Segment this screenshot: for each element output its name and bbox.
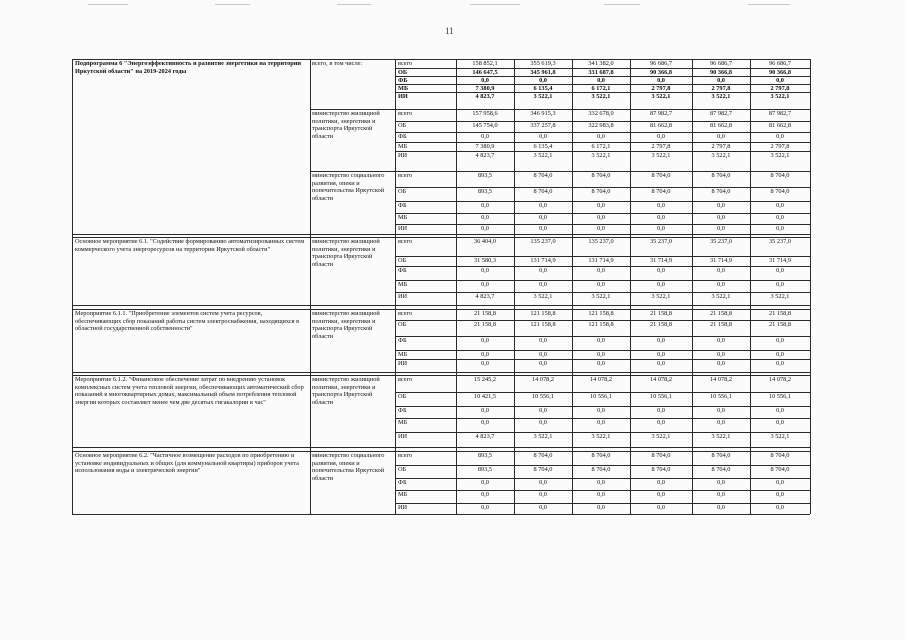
table-rule bbox=[72, 234, 810, 235]
page-number: 11 bbox=[445, 26, 454, 36]
amount-cell: 8 704,0 bbox=[770, 452, 790, 459]
amount-cell: 3 522,1 bbox=[591, 293, 611, 300]
amount-cell: 0,0 bbox=[657, 351, 665, 358]
row-description: Основное мероприятие 6.1. "Содействие формированию автоматизированных систем коммерческого учета энергоресурсов на территории Иркутской области" bbox=[75, 238, 305, 253]
amount-cell: 35 237,0 bbox=[709, 238, 733, 245]
amount-cell: 3 522,1 bbox=[770, 293, 790, 300]
amount-cell: 10 421,5 bbox=[473, 393, 497, 400]
amount-cell: 337 257,8 bbox=[530, 122, 556, 129]
amount-cell: 0,0 bbox=[776, 491, 784, 498]
amount-cell: 21 158,8 bbox=[709, 321, 733, 328]
amount-cell: 0,0 bbox=[539, 214, 547, 221]
fund-code: ФБ bbox=[398, 77, 408, 84]
fund-code: ОБ bbox=[398, 393, 407, 400]
amount-cell: 2 797,8 bbox=[711, 85, 731, 92]
amount-cell: 7 380,9 bbox=[475, 143, 495, 150]
amount-cell: 0,0 bbox=[481, 202, 489, 209]
amount-cell: 87 982,7 bbox=[649, 110, 673, 117]
amount-cell: 0,0 bbox=[657, 337, 665, 344]
amount-cell: 0,0 bbox=[597, 77, 605, 84]
amount-cell: 893,5 bbox=[477, 172, 493, 179]
amount-cell: 8 704,0 bbox=[770, 466, 790, 473]
amount-cell: 35 237,0 bbox=[649, 238, 673, 245]
fund-code: ИИ bbox=[398, 293, 408, 300]
amount-cell: 0,0 bbox=[717, 504, 725, 511]
fund-code: МБ bbox=[398, 85, 409, 92]
amount-cell: 6 172,1 bbox=[591, 143, 611, 150]
amount-cell: 31 714,9 bbox=[709, 257, 733, 264]
amount-cell: 345 961,8 bbox=[530, 69, 556, 76]
amount-cell: 21 158,8 bbox=[768, 310, 792, 317]
amount-cell: 81 662,8 bbox=[768, 122, 792, 129]
amount-cell: 0,0 bbox=[481, 479, 489, 486]
fund-code: всего bbox=[398, 238, 413, 245]
amount-cell: 8 704,0 bbox=[711, 452, 731, 459]
fund-code: ФБ bbox=[398, 479, 407, 486]
amount-cell: 8 704,0 bbox=[591, 188, 611, 195]
amount-cell: 3 522,1 bbox=[770, 433, 790, 440]
amount-cell: 21 158,8 bbox=[473, 321, 497, 328]
amount-cell: 0,0 bbox=[776, 360, 784, 367]
amount-cell: 0,0 bbox=[717, 281, 725, 288]
amount-cell: 10 556,1 bbox=[531, 393, 555, 400]
amount-cell: 2 797,8 bbox=[651, 85, 671, 92]
amount-cell: 3 522,1 bbox=[651, 93, 671, 100]
amount-cell: 0,0 bbox=[776, 407, 784, 414]
amount-cell: 0,0 bbox=[717, 267, 725, 274]
amount-cell: 10 556,1 bbox=[768, 393, 792, 400]
amount-cell: 0,0 bbox=[776, 281, 784, 288]
table-rule bbox=[72, 372, 810, 373]
amount-cell: 8 704,0 bbox=[711, 466, 731, 473]
amount-cell: 0,0 bbox=[481, 281, 489, 288]
amount-cell: 0,0 bbox=[481, 214, 489, 221]
row-description: Основное мероприятие 6.2. "Частичное возмещение расходов по приобретению и установке индивидуальных и общих (для коммунальной квартиры) приборов учета использования воды и электрической энергии" bbox=[75, 452, 299, 475]
amount-cell: 6 135,4 bbox=[533, 143, 553, 150]
amount-cell: 0,0 bbox=[657, 479, 665, 486]
amount-cell: 0,0 bbox=[776, 214, 784, 221]
amount-cell: 0,0 bbox=[597, 491, 605, 498]
fund-code: ИИ bbox=[398, 433, 408, 440]
amount-cell: 21 158,8 bbox=[649, 321, 673, 328]
amount-cell: 96 686,7 bbox=[768, 60, 792, 67]
amount-cell: 2 797,8 bbox=[651, 143, 671, 150]
executor-name: министерство социального развития, опеки и попечительства Иркутской области bbox=[312, 452, 385, 482]
amount-cell: 0,0 bbox=[597, 407, 605, 414]
amount-cell: 0,0 bbox=[597, 281, 605, 288]
amount-cell: 90 366,8 bbox=[768, 69, 792, 76]
amount-cell: 10 556,1 bbox=[649, 393, 673, 400]
table-rule bbox=[630, 59, 631, 514]
fund-code: ОБ bbox=[398, 466, 407, 473]
amount-cell: 3 522,1 bbox=[533, 152, 553, 159]
amount-cell: 8 704,0 bbox=[591, 172, 611, 179]
amount-cell: 3 522,1 bbox=[591, 433, 611, 440]
amount-cell: 8 704,0 bbox=[770, 172, 790, 179]
amount-cell: 10 556,1 bbox=[589, 393, 613, 400]
amount-cell: 87 982,7 bbox=[709, 110, 733, 117]
scan-artifact bbox=[215, 4, 250, 5]
table-rule bbox=[72, 305, 810, 306]
amount-cell: 0,0 bbox=[481, 407, 489, 414]
amount-cell: 8 704,0 bbox=[533, 172, 553, 179]
amount-cell: 3 522,1 bbox=[770, 152, 790, 159]
amount-cell: 2 797,8 bbox=[770, 85, 790, 92]
fund-code: ИИ bbox=[398, 93, 408, 100]
amount-cell: 131 714,9 bbox=[588, 257, 614, 264]
amount-cell: 0,0 bbox=[539, 133, 547, 140]
amount-cell: 0,0 bbox=[717, 419, 725, 426]
amount-cell: 7 380,9 bbox=[475, 85, 495, 92]
amount-cell: 0,0 bbox=[597, 360, 605, 367]
row-description: Подпрограмма 6 "Энергоэффективность и развитие энергетики на территории Иркутской области" на 2019-2024 годы bbox=[75, 60, 302, 75]
table-rule bbox=[572, 59, 573, 514]
amount-cell: 3 522,1 bbox=[770, 93, 790, 100]
amount-cell: 0,0 bbox=[539, 407, 547, 414]
amount-cell: 355 619,3 bbox=[530, 60, 556, 67]
amount-cell: 8 704,0 bbox=[770, 188, 790, 195]
amount-cell: 31 714,9 bbox=[649, 257, 673, 264]
amount-cell: 0,0 bbox=[539, 77, 547, 84]
amount-cell: 0,0 bbox=[657, 407, 665, 414]
amount-cell: 3 522,1 bbox=[711, 152, 731, 159]
fund-code: всего bbox=[398, 452, 413, 459]
amount-cell: 0,0 bbox=[481, 419, 489, 426]
amount-cell: 10 556,1 bbox=[709, 393, 733, 400]
amount-cell: 121 158,8 bbox=[530, 321, 556, 328]
amount-cell: 0,0 bbox=[597, 202, 605, 209]
amount-cell: 6 172,1 bbox=[591, 85, 611, 92]
amount-cell: 331 687,8 bbox=[588, 69, 614, 76]
scan-artifact bbox=[604, 4, 640, 5]
amount-cell: 0,0 bbox=[539, 225, 547, 232]
amount-cell: 0,0 bbox=[539, 337, 547, 344]
amount-cell: 3 522,1 bbox=[533, 293, 553, 300]
amount-cell: 0,0 bbox=[539, 504, 547, 511]
amount-cell: 0,0 bbox=[717, 407, 725, 414]
amount-cell: 0,0 bbox=[657, 202, 665, 209]
amount-cell: 8 704,0 bbox=[651, 452, 671, 459]
amount-cell: 158 852,1 bbox=[472, 60, 498, 67]
table-rule bbox=[395, 59, 396, 514]
amount-cell: 3 522,1 bbox=[651, 152, 671, 159]
fund-code: ОБ bbox=[398, 321, 407, 328]
amount-cell: 81 662,8 bbox=[649, 122, 673, 129]
amount-cell: 0,0 bbox=[717, 77, 725, 84]
amount-cell: 90 366,8 bbox=[709, 69, 733, 76]
amount-cell: 0,0 bbox=[776, 337, 784, 344]
executor-name: министерство жилищной политики, энергетики и транспорта Иркутской области bbox=[312, 110, 380, 140]
fund-code: МБ bbox=[398, 143, 408, 150]
amount-cell: 0,0 bbox=[776, 225, 784, 232]
amount-cell: 0,0 bbox=[597, 419, 605, 426]
scan-artifact bbox=[470, 4, 520, 5]
amount-cell: 0,0 bbox=[597, 133, 605, 140]
executor-name: министерство жилищной политики, энергетики и транспорта Иркутской области bbox=[312, 310, 380, 340]
amount-cell: 2 797,8 bbox=[770, 143, 790, 150]
amount-cell: 0,0 bbox=[539, 351, 547, 358]
fund-code: ОБ bbox=[398, 122, 407, 129]
scan-artifact bbox=[337, 4, 371, 5]
amount-cell: 145 754,0 bbox=[472, 122, 498, 129]
amount-cell: 0,0 bbox=[776, 133, 784, 140]
amount-cell: 0,0 bbox=[717, 479, 725, 486]
fund-code: ИИ bbox=[398, 152, 408, 159]
amount-cell: 131 714,9 bbox=[530, 257, 556, 264]
amount-cell: 21 158,8 bbox=[473, 310, 497, 317]
amount-cell: 0,0 bbox=[597, 351, 605, 358]
amount-cell: 3 522,1 bbox=[711, 293, 731, 300]
amount-cell: 0,0 bbox=[539, 267, 547, 274]
amount-cell: 0,0 bbox=[597, 267, 605, 274]
amount-cell: 8 704,0 bbox=[533, 452, 553, 459]
amount-cell: 0,0 bbox=[657, 360, 665, 367]
amount-cell: 0,0 bbox=[657, 281, 665, 288]
amount-cell: 0,0 bbox=[539, 360, 547, 367]
executor-name: министерство жилищной политики, энергетики и транспорта Иркутской области bbox=[312, 238, 380, 268]
amount-cell: 0,0 bbox=[539, 479, 547, 486]
amount-cell: 4 823,7 bbox=[475, 152, 495, 159]
fund-code: всего bbox=[398, 310, 413, 317]
amount-cell: 0,0 bbox=[597, 504, 605, 511]
amount-cell: 0,0 bbox=[776, 351, 784, 358]
scan-artifact bbox=[88, 4, 128, 5]
amount-cell: 0,0 bbox=[657, 504, 665, 511]
amount-cell: 0,0 bbox=[597, 214, 605, 221]
amount-cell: 0,0 bbox=[481, 351, 489, 358]
amount-cell: 0,0 bbox=[657, 225, 665, 232]
amount-cell: 121 158,8 bbox=[588, 310, 614, 317]
table-rule bbox=[456, 59, 457, 514]
amount-cell: 0,0 bbox=[481, 267, 489, 274]
amount-cell: 893,5 bbox=[477, 188, 493, 195]
amount-cell: 0,0 bbox=[539, 202, 547, 209]
amount-cell: 4 823,7 bbox=[475, 433, 495, 440]
amount-cell: 0,0 bbox=[597, 225, 605, 232]
amount-cell: 21 158,8 bbox=[649, 310, 673, 317]
amount-cell: 3 522,1 bbox=[651, 293, 671, 300]
fund-code: ОБ bbox=[398, 257, 407, 264]
amount-cell: 96 686,7 bbox=[649, 60, 673, 67]
amount-cell: 87 982,7 bbox=[768, 110, 792, 117]
amount-cell: 0,0 bbox=[717, 133, 725, 140]
amount-cell: 8 704,0 bbox=[591, 452, 611, 459]
fund-code: ФБ bbox=[398, 202, 407, 209]
amount-cell: 0,0 bbox=[657, 214, 665, 221]
amount-cell: 0,0 bbox=[481, 491, 489, 498]
amount-cell: 0,0 bbox=[481, 337, 489, 344]
amount-cell: 322 983,8 bbox=[588, 122, 614, 129]
amount-cell: 0,0 bbox=[776, 479, 784, 486]
amount-cell: 0,0 bbox=[597, 337, 605, 344]
amount-cell: 0,0 bbox=[481, 77, 489, 84]
amount-cell: 3 522,1 bbox=[651, 433, 671, 440]
amount-cell: 3 522,1 bbox=[591, 93, 611, 100]
amount-cell: 0,0 bbox=[717, 351, 725, 358]
amount-cell: 14 078,2 bbox=[709, 376, 733, 383]
amount-cell: 135 237,0 bbox=[530, 238, 556, 245]
fund-code: ИИ bbox=[398, 504, 408, 511]
fund-code: ИИ bbox=[398, 360, 408, 367]
amount-cell: 0,0 bbox=[481, 133, 489, 140]
amount-cell: 0,0 bbox=[481, 360, 489, 367]
amount-cell: 3 522,1 bbox=[533, 93, 553, 100]
amount-cell: 15 245,2 bbox=[473, 376, 497, 383]
fund-code: всего bbox=[398, 110, 413, 117]
fund-code: всего bbox=[398, 60, 413, 67]
amount-cell: 8 704,0 bbox=[533, 188, 553, 195]
table-rule bbox=[514, 59, 515, 514]
amount-cell: 8 704,0 bbox=[651, 188, 671, 195]
fund-code: МБ bbox=[398, 214, 408, 221]
amount-cell: 3 522,1 bbox=[711, 93, 731, 100]
amount-cell: 14 078,2 bbox=[531, 376, 555, 383]
fund-code: МБ bbox=[398, 351, 408, 358]
fund-code: всего bbox=[398, 376, 413, 383]
amount-cell: 0,0 bbox=[717, 491, 725, 498]
amount-cell: 3 522,1 bbox=[533, 433, 553, 440]
fund-code: ФБ bbox=[398, 133, 407, 140]
amount-cell: 121 158,8 bbox=[588, 321, 614, 328]
amount-cell: 0,0 bbox=[657, 267, 665, 274]
amount-cell: 0,0 bbox=[657, 77, 665, 84]
scan-artifact bbox=[748, 4, 790, 5]
amount-cell: 0,0 bbox=[657, 491, 665, 498]
executor-name: всего, в том числе: bbox=[312, 60, 363, 67]
amount-cell: 0,0 bbox=[717, 360, 725, 367]
fund-code: ФБ bbox=[398, 267, 407, 274]
amount-cell: 4 823,7 bbox=[475, 93, 495, 100]
amount-cell: 8 704,0 bbox=[591, 466, 611, 473]
fund-code: всего bbox=[398, 172, 413, 179]
fund-code: ОБ bbox=[398, 69, 408, 76]
amount-cell: 14 078,2 bbox=[589, 376, 613, 383]
amount-cell: 0,0 bbox=[717, 337, 725, 344]
amount-cell: 893,5 bbox=[477, 452, 493, 459]
amount-cell: 14 078,2 bbox=[768, 376, 792, 383]
amount-cell: 8 704,0 bbox=[651, 172, 671, 179]
table-rule bbox=[310, 59, 311, 514]
amount-cell: 0,0 bbox=[539, 281, 547, 288]
amount-cell: 0,0 bbox=[776, 77, 784, 84]
amount-cell: 96 686,7 bbox=[709, 60, 733, 67]
amount-cell: 157 958,6 bbox=[472, 110, 498, 117]
amount-cell: 0,0 bbox=[776, 419, 784, 426]
table-rule bbox=[810, 59, 811, 514]
fund-code: ФБ bbox=[398, 337, 407, 344]
amount-cell: 36 404,0 bbox=[473, 238, 497, 245]
amount-cell: 14 078,2 bbox=[649, 376, 673, 383]
row-description: Мероприятие 6.1.2. "Финансовое обеспечение затрат по внедрению установок комплексных систем учета тепловой энергии, обеспечивающих автоматический сбор показаний в многоквартирных домах, максимальный объем потребления тепловой энергии которых составляет менее чем две десятых гигакалории в час" bbox=[75, 376, 304, 406]
amount-cell: 21 158,8 bbox=[768, 321, 792, 328]
amount-cell: 0,0 bbox=[776, 504, 784, 511]
amount-cell: 35 237,0 bbox=[768, 238, 792, 245]
amount-cell: 81 662,8 bbox=[709, 122, 733, 129]
fund-code: ФБ bbox=[398, 407, 407, 414]
amount-cell: 0,0 bbox=[717, 225, 725, 232]
amount-cell: 8 704,0 bbox=[651, 466, 671, 473]
amount-cell: 90 366,8 bbox=[649, 69, 673, 76]
fund-code: МБ bbox=[398, 491, 408, 498]
amount-cell: 0,0 bbox=[481, 225, 489, 232]
amount-cell: 8 704,0 bbox=[711, 188, 731, 195]
executor-name: министерство социального развития, опеки и попечительства Иркутской области bbox=[312, 172, 385, 202]
amount-cell: 0,0 bbox=[597, 479, 605, 486]
amount-cell: 121 158,8 bbox=[530, 310, 556, 317]
amount-cell: 3 522,1 bbox=[591, 152, 611, 159]
amount-cell: 0,0 bbox=[657, 419, 665, 426]
table-rule bbox=[72, 59, 73, 514]
executor-name: министерство жилищной политики, энергетики и транспорта Иркутской области bbox=[312, 376, 380, 406]
amount-cell: 2 797,8 bbox=[711, 143, 731, 150]
fund-code: МБ bbox=[398, 419, 408, 426]
amount-cell: 0,0 bbox=[776, 267, 784, 274]
amount-cell: 0,0 bbox=[539, 419, 547, 426]
amount-cell: 0,0 bbox=[481, 504, 489, 511]
table-rule bbox=[692, 59, 693, 514]
fund-code: МБ bbox=[398, 281, 408, 288]
row-description: Мероприятие 6.1.1. "Приобретение элементов систем учета ресурсов, обеспечивающих сбор показаний работы систем электроснабжения, находящихся в областной государственной собственности" bbox=[75, 310, 300, 333]
amount-cell: 0,0 bbox=[539, 491, 547, 498]
amount-cell: 3 522,1 bbox=[711, 433, 731, 440]
amount-cell: 21 158,8 bbox=[709, 310, 733, 317]
amount-cell: 6 135,4 bbox=[533, 85, 553, 92]
amount-cell: 341 382,0 bbox=[588, 60, 614, 67]
fund-code: ОБ bbox=[398, 188, 407, 195]
amount-cell: 31 580,3 bbox=[473, 257, 497, 264]
table-rule bbox=[72, 447, 810, 448]
amount-cell: 8 704,0 bbox=[711, 172, 731, 179]
amount-cell: 135 237,0 bbox=[588, 238, 614, 245]
amount-cell: 31 714,9 bbox=[768, 257, 792, 264]
amount-cell: 8 704,0 bbox=[533, 466, 553, 473]
amount-cell: 346 915,3 bbox=[530, 110, 556, 117]
table-rule bbox=[72, 514, 810, 515]
amount-cell: 332 678,0 bbox=[588, 110, 614, 117]
amount-cell: 146 647,5 bbox=[472, 69, 498, 76]
fund-code: ИИ bbox=[398, 225, 408, 232]
amount-cell: 0,0 bbox=[717, 214, 725, 221]
amount-cell: 0,0 bbox=[717, 202, 725, 209]
amount-cell: 4 823,7 bbox=[475, 293, 495, 300]
table-rule bbox=[750, 59, 751, 514]
amount-cell: 0,0 bbox=[776, 202, 784, 209]
amount-cell: 0,0 bbox=[657, 133, 665, 140]
amount-cell: 893,5 bbox=[477, 466, 493, 473]
